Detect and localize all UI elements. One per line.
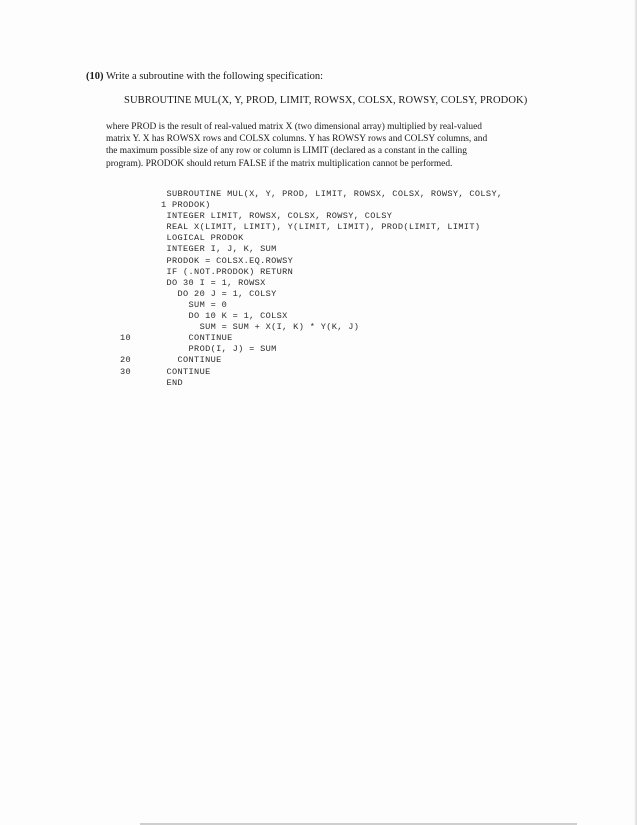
paragraph-line: the maximum possible size of any row or column is LIMIT (declared as a constant in the calling	[106, 146, 467, 157]
code-text: 1 PRODOK)	[150, 200, 211, 211]
code-text: REAL X(LIMIT, LIMIT), Y(LIMIT, LIMIT), PROD(LIMIT, LIMIT)	[150, 222, 481, 233]
code-text: END	[150, 377, 184, 388]
code-line	[120, 333, 502, 344]
code-line	[120, 200, 502, 211]
code-text: INTEGER LIMIT, ROWSX, COLSX, ROWSY, COLSY	[150, 211, 393, 222]
code-text: LOGICAL PRODOK	[150, 233, 244, 244]
code-line	[120, 311, 502, 322]
code-line	[120, 222, 502, 233]
code-line	[120, 344, 502, 355]
statement-label: 30	[120, 366, 132, 377]
code-text: SUM = SUM + X(I, K) * Y(K, J)	[150, 322, 360, 333]
code-text: DO 10 K = 1, COLSX	[150, 311, 288, 322]
fortran-code-listing	[120, 189, 502, 389]
code-text: CONTINUE	[150, 333, 233, 344]
code-text: DO 20 J = 1, COLSY	[150, 288, 277, 299]
paragraph-line: matrix Y. X has ROWSX rows and COLSX columns. Y has ROWSY rows and COLSY columns, and	[106, 134, 488, 145]
code-text: SUM = 0	[150, 299, 228, 310]
code-line	[120, 189, 502, 200]
code-line	[120, 233, 502, 244]
question-prompt: Write a subroutine with the following specification:	[105, 71, 324, 82]
code-line	[120, 256, 502, 267]
code-line	[120, 322, 502, 333]
code-text: SUBROUTINE MUL(X, Y, PROD, LIMIT, ROWSX, COLSX, ROWSY, COLSY,	[150, 189, 503, 199]
paragraph-line: where PROD is the result of real-valued matrix X (two dimensional array) multiplied by real-valued	[106, 122, 482, 132]
code-line	[120, 367, 502, 378]
code-text: PRODOK = COLSX.EQ.ROWSY	[150, 255, 294, 266]
statement-label: 20	[120, 355, 132, 366]
code-line	[120, 244, 502, 255]
question-header	[86, 71, 323, 82]
code-text: IF (.NOT.PRODOK) RETURN	[150, 266, 294, 277]
statement-label: 10	[120, 333, 132, 344]
code-line	[120, 211, 502, 222]
subroutine-signature: SUBROUTINE MUL(X, Y, PROD, LIMIT, ROWSX, COLSX, ROWSY, COLSY, PRODOK)	[124, 95, 528, 106]
code-line	[120, 300, 502, 311]
code-line	[120, 267, 502, 278]
code-line	[120, 278, 502, 289]
code-line	[120, 289, 502, 300]
code-text: CONTINUE	[150, 366, 211, 377]
specification-paragraph	[106, 121, 546, 170]
code-text: INTEGER I, J, K, SUM	[150, 244, 277, 255]
code-text: PROD(I, J) = SUM	[150, 344, 277, 355]
code-line	[120, 355, 502, 366]
paragraph-line: program). PRODOK should return FALSE if the matrix multiplication cannot be performed.	[106, 158, 453, 169]
code-text: CONTINUE	[150, 355, 222, 366]
code-text: DO 30 I = 1, ROWSX	[150, 277, 266, 288]
code-line	[120, 378, 502, 389]
question-number: (10)	[86, 71, 104, 82]
